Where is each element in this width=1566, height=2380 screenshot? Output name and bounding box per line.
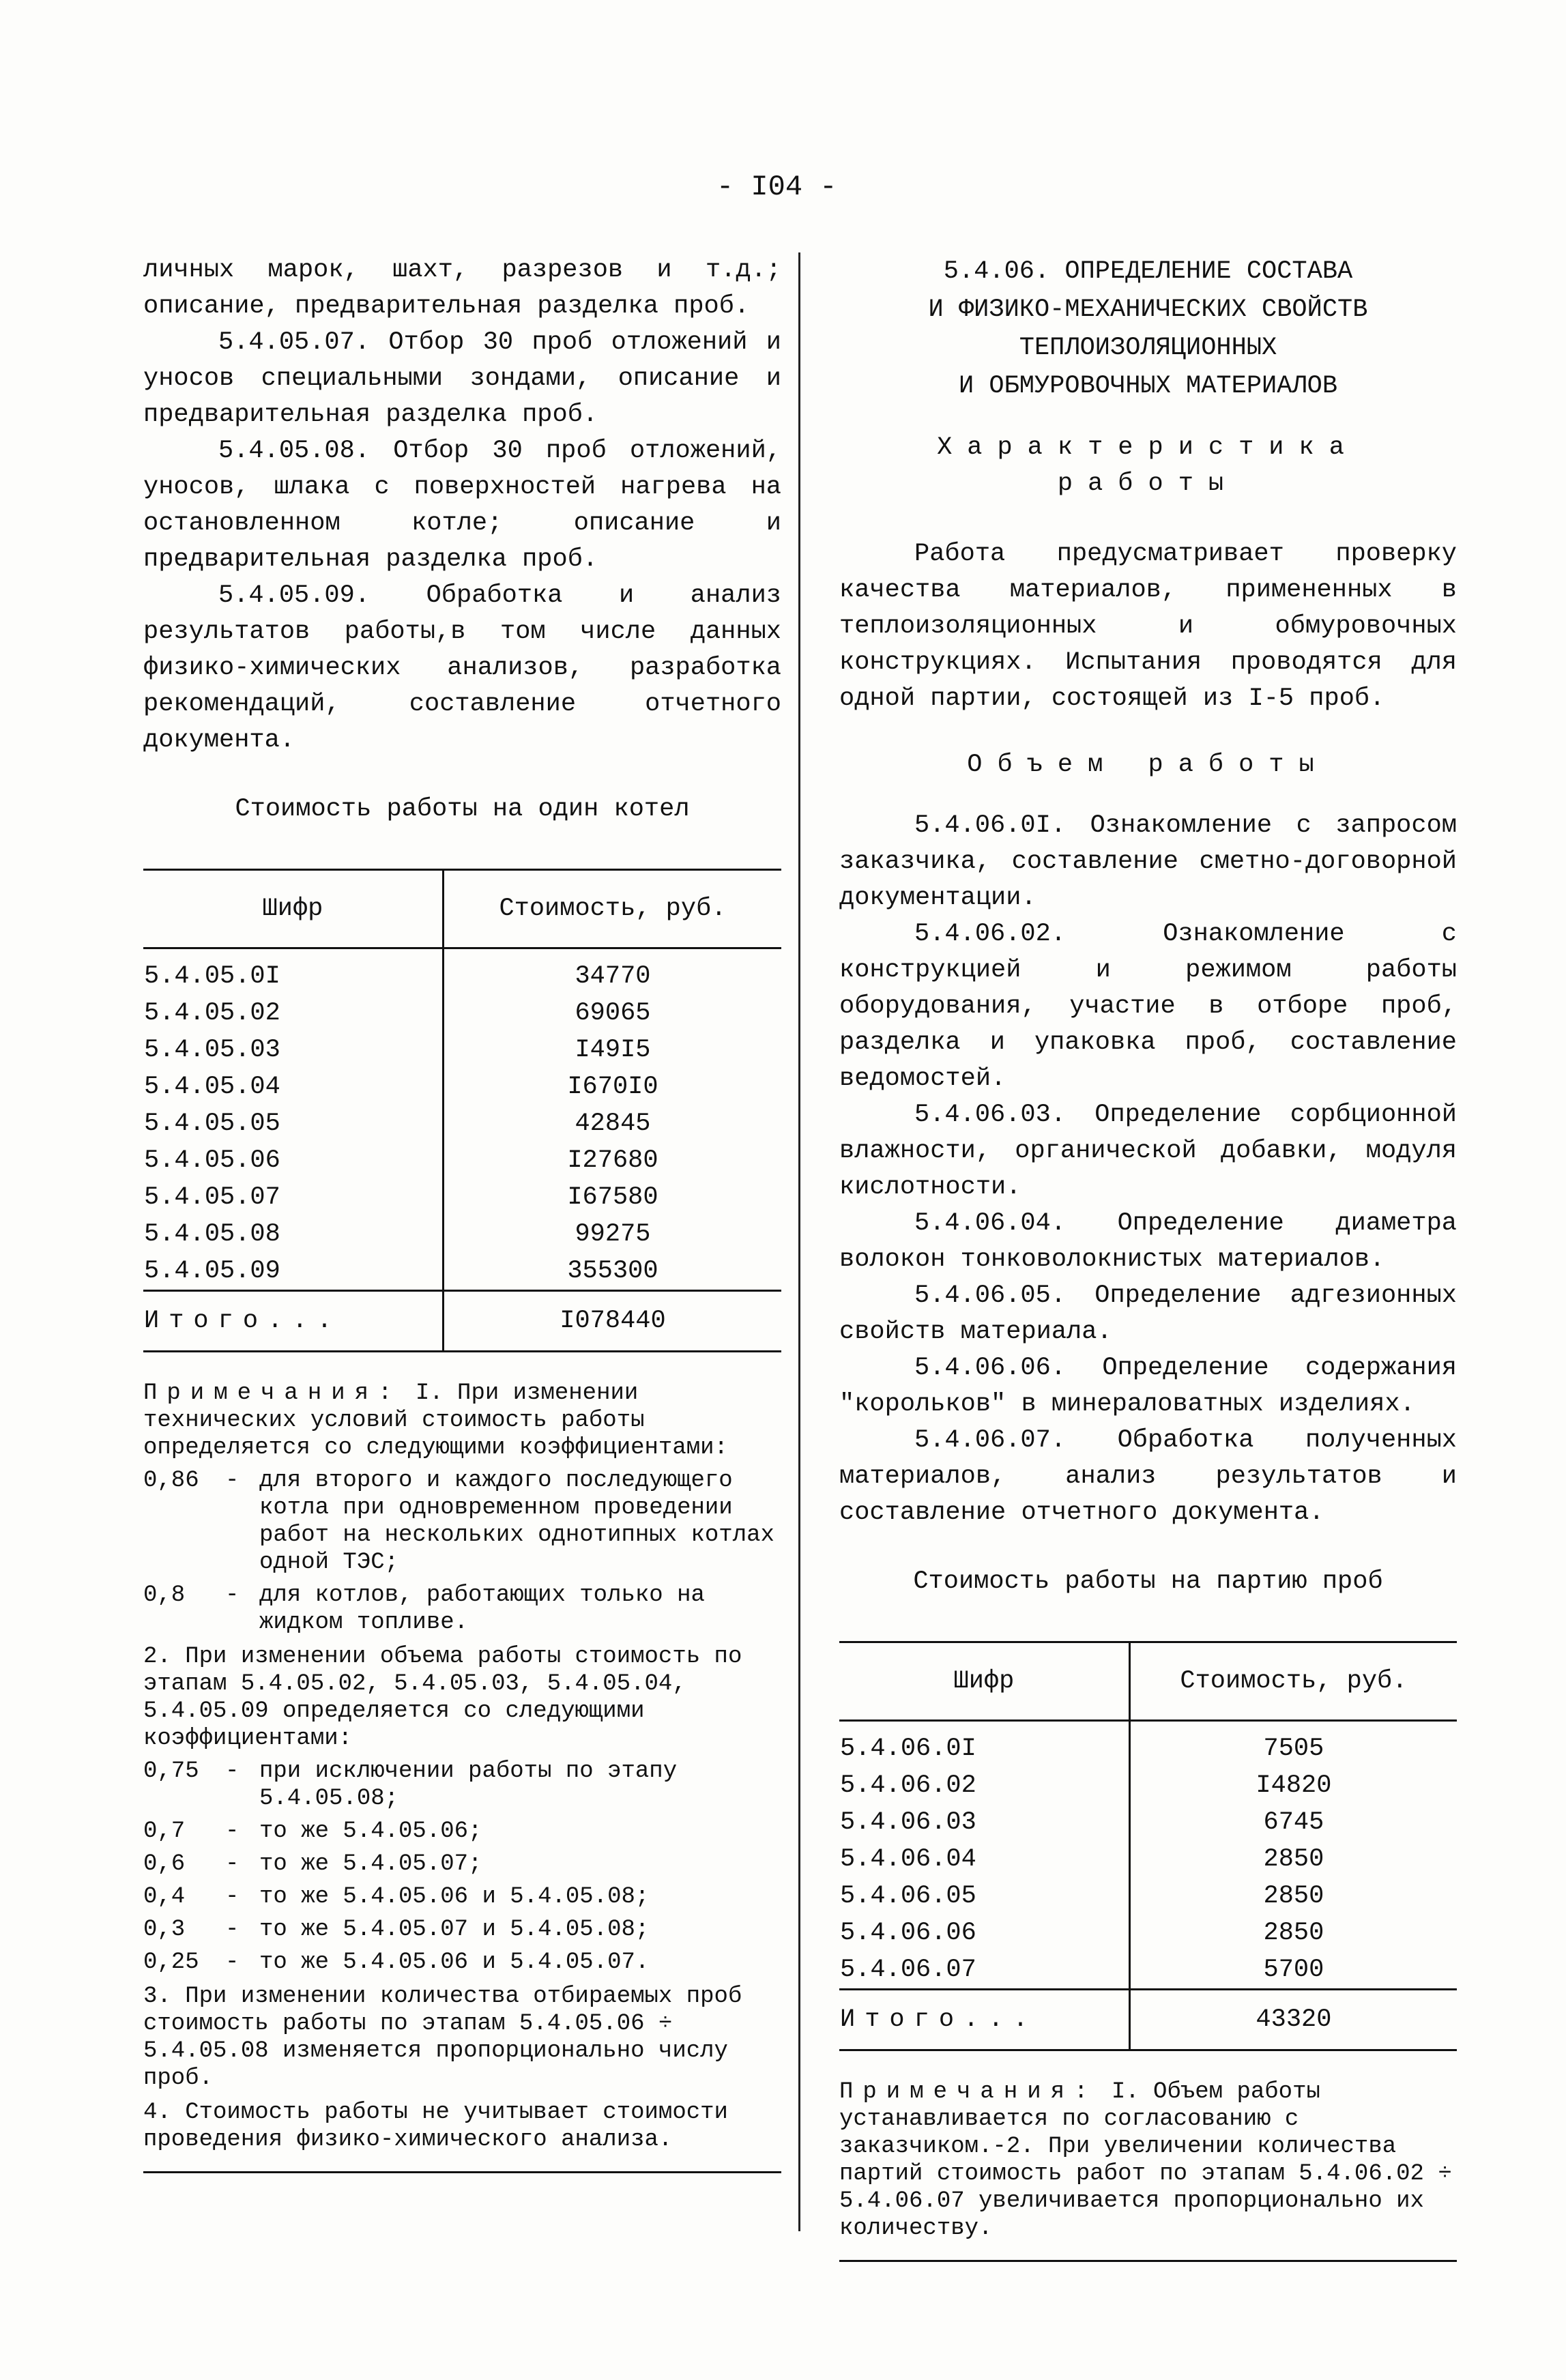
table-header-row xyxy=(143,870,781,948)
left-paragraph: 5.4.05.09. Обработка и анализ результатов работы,в том числе данных физико-химических анализов, разработка рекомендаций, составление отчетного документа. xyxy=(143,581,781,755)
table-total-row xyxy=(839,1990,1457,2050)
total-value: 43320 xyxy=(1129,1990,1457,2050)
row-code: 5.4.05.02 xyxy=(143,995,443,1032)
row-code: 5.4.06.03 xyxy=(839,1804,1129,1841)
row-code: 5.4.06.02 xyxy=(839,1767,1129,1804)
volume-title: Объем работы xyxy=(967,751,1329,779)
total-value: I078440 xyxy=(443,1291,781,1352)
end-rule xyxy=(839,2260,1457,2262)
left-column xyxy=(143,252,781,2173)
row-cost: 42845 xyxy=(575,1109,651,1138)
volume-item: 5.4.06.04. Определение диаметра волокон тонковолокнистых материалов. xyxy=(839,1209,1457,1274)
row-cost: I27680 xyxy=(567,1146,658,1175)
note-3: 3. При изменении количества отбираемых проб стоимость работы по этапам 5.4.05.06 ÷ 5.4.05.08 изменяется пропорционально числу проб. xyxy=(143,1984,742,2091)
row-cost: 2850 xyxy=(1263,1882,1324,1911)
note-1: I. При изменении технических условий стоимость работы определяется со следующими коэффициентами: xyxy=(143,1380,728,1461)
page-number: - I04 - xyxy=(716,171,837,203)
coefficient-row: 0,4 - то же 5.4.05.06 и 5.4.05.08; xyxy=(143,1884,650,1910)
row-code: 5.4.05.03 xyxy=(143,1032,443,1069)
table-row xyxy=(143,1216,781,1253)
column-header-code: Шифр xyxy=(143,870,443,948)
row-code: 5.4.05.08 xyxy=(143,1216,443,1253)
table-header-row xyxy=(839,1642,1457,1721)
table-row xyxy=(143,948,781,996)
right-column xyxy=(839,252,1457,2262)
table-row xyxy=(143,1105,781,1142)
table-row xyxy=(143,1032,781,1069)
row-code: 5.4.06.06 xyxy=(839,1915,1129,1951)
coefficient-row: 0,75 - при исключении работы по этапу 5.4.05.08; xyxy=(143,1758,678,1812)
volume-item: 5.4.06.06. Определение содержания "корольков" в минераловатных изделиях. xyxy=(839,1354,1457,1419)
row-code: 5.4.05.04 xyxy=(143,1069,443,1105)
row-cost: 99275 xyxy=(575,1220,651,1249)
volume-item: 5.4.06.0I. Ознакомление с запросом заказчика, составление сметно-договорной документации. xyxy=(839,811,1457,912)
end-rule xyxy=(143,2171,781,2173)
row-cost: 34770 xyxy=(575,962,651,991)
volume-item: 5.4.06.07. Обработка полученных материалов, анализ результатов и составление отчетного документа. xyxy=(839,1426,1457,1527)
section-heading: 5.4.06. ОПРЕДЕЛЕНИЕ СОСТАВА И ФИЗИКО-МЕХАНИЧЕСКИХ СВОЙСТВ ТЕПЛОИЗОЛЯЦИОННЫХ И ОБМУРОВОЧНЫХ МАТЕРИАЛОВ xyxy=(928,257,1368,401)
total-label: Итого... xyxy=(143,1291,443,1352)
notes-label: Примечания: xyxy=(839,2079,1098,2105)
row-code: 5.4.06.07 xyxy=(839,1951,1129,1990)
row-code: 5.4.05.09 xyxy=(143,1253,443,1291)
notes-label: Примечания: xyxy=(143,1380,402,1406)
row-code: 5.4.06.05 xyxy=(839,1878,1129,1915)
coefficient-row: 0,6 - то же 5.4.05.07; xyxy=(143,1851,482,1877)
table-row xyxy=(143,995,781,1032)
column-header-code: Шифр xyxy=(839,1642,1129,1721)
row-code: 5.4.05.0I xyxy=(143,948,443,996)
coefficient-row: 0,25 - то же 5.4.05.06 и 5.4.05.07. xyxy=(143,1949,650,1975)
table-row xyxy=(839,1804,1457,1841)
volume-item: 5.4.06.02. Ознакомление с конструкцией и режимом работы оборудования, участие в отборе проб, разделка и упаковка проб, составление ведомостей. xyxy=(839,920,1457,1093)
table-row xyxy=(839,1841,1457,1878)
table-row xyxy=(839,1951,1457,1990)
left-paragraph: 5.4.05.08. Отбор 30 проб отложений, уносов, шлака с поверхностей нагрева на остановленном котле; описание и предварительная разделка проб. xyxy=(143,437,781,574)
row-cost: 2850 xyxy=(1263,1919,1324,1947)
coefficient-row: 0,8 - для котлов, работающих только на жидком топливе. xyxy=(143,1582,705,1636)
table-row xyxy=(839,1878,1457,1915)
row-cost: 7505 xyxy=(1263,1735,1324,1763)
table-row xyxy=(839,1767,1457,1804)
coefficient-row: 0,3 - то же 5.4.05.07 и 5.4.05.08; xyxy=(143,1917,650,1943)
table-row xyxy=(143,1253,781,1291)
left-paragraph: личных марок, шахт, разрезов и т.д.; описание, предварительная разделка проб. xyxy=(143,256,781,321)
left-paragraph: 5.4.05.07. Отбор 30 проб отложений и уносов специальными зондами, описание и предварительная разделка проб. xyxy=(143,328,781,429)
row-cost: 5700 xyxy=(1263,1956,1324,1984)
left-cost-table xyxy=(143,869,781,1352)
table-row xyxy=(839,1915,1457,1951)
coefficient-row: 0,86 - для второго и каждого последующего котла при одновременном проведении работ на нескольких однотипных котлах одной ТЭС; xyxy=(143,1468,774,1576)
volume-item: 5.4.06.05. Определение адгезионных свойств материала. xyxy=(839,1281,1457,1346)
row-cost: 2850 xyxy=(1263,1845,1324,1874)
row-cost: I49I5 xyxy=(575,1036,651,1064)
right-table-caption: Стоимость работы на партию проб xyxy=(913,1567,1383,1596)
characteristic-text: Работа предусматривает проверку качества материалов, примененных в теплоизоляционных и обмуровочных конструкциях. Испытания проводятся для одной партии, состоящей из I-5 проб. xyxy=(839,540,1457,713)
note-4: 4. Стоимость работы не учитывает стоимости проведения физико-химического анализа. xyxy=(143,2100,728,2153)
table-row xyxy=(143,1069,781,1105)
row-code: 5.4.06.0I xyxy=(839,1721,1129,1768)
row-cost: 6745 xyxy=(1263,1808,1324,1837)
coefficient-row: 0,7 - то же 5.4.05.06; xyxy=(143,1818,482,1844)
left-notes xyxy=(143,1380,781,2173)
row-code: 5.4.05.06 xyxy=(143,1142,443,1179)
right-cost-table xyxy=(839,1641,1457,2051)
characteristic-title: Характеристика работы xyxy=(937,433,1359,498)
column-header-cost: Стоимость, руб. xyxy=(1129,1642,1457,1721)
column-header-cost: Стоимость, руб. xyxy=(443,870,781,948)
row-cost: 355300 xyxy=(567,1257,658,1286)
row-cost: I670I0 xyxy=(567,1073,658,1101)
row-code: 5.4.06.04 xyxy=(839,1841,1129,1878)
right-notes xyxy=(839,2078,1457,2262)
volume-item: 5.4.06.03. Определение сорбционной влажности, органической добавки, модуля кислотности. xyxy=(839,1101,1457,1202)
row-code: 5.4.05.07 xyxy=(143,1179,443,1216)
column-divider xyxy=(798,252,800,2231)
left-table-caption: Стоимость работы на один котел xyxy=(235,795,690,824)
note-2: 2. При изменении объема работы стоимость по этапам 5.4.05.02, 5.4.05.03, 5.4.05.04, 5.4.05.09 определяется со следующими коэффициентами: xyxy=(143,1644,742,1752)
row-code: 5.4.05.05 xyxy=(143,1105,443,1142)
table-total-row xyxy=(143,1291,781,1352)
row-cost: I4820 xyxy=(1256,1771,1332,1800)
row-cost: I67580 xyxy=(567,1183,658,1212)
table-row xyxy=(839,1721,1457,1768)
total-label: Итого... xyxy=(839,1990,1129,2050)
row-cost: 69065 xyxy=(575,999,651,1028)
table-row xyxy=(143,1179,781,1216)
table-row xyxy=(143,1142,781,1179)
note-text: I. Объем работы устанавливается по согласованию с заказчиком.-2. При увеличении количества партий стоимость работ по этапам 5.4.06.02 ÷ 5.4.06.07 увеличивается пропорционально их количеству. xyxy=(839,2079,1452,2241)
